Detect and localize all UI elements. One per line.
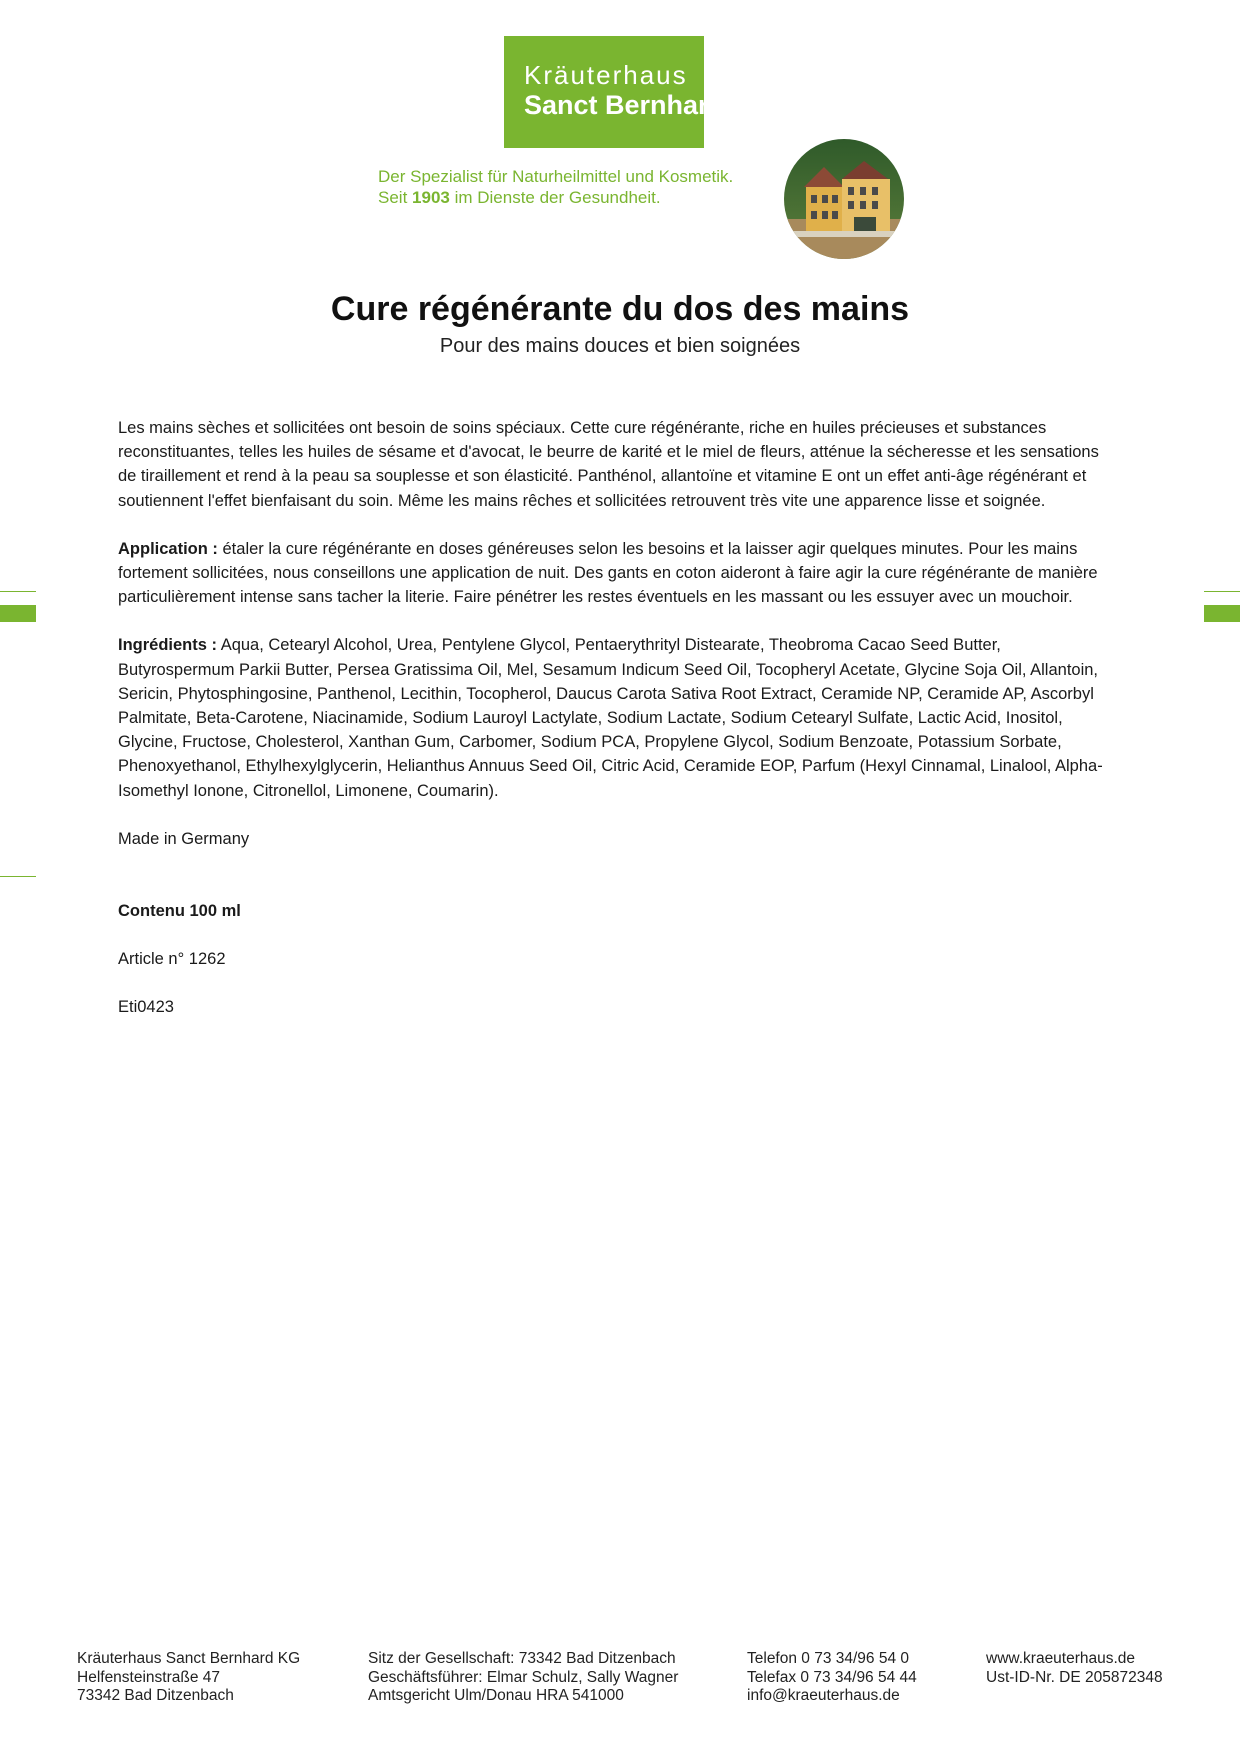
application-label: Application : <box>118 539 218 558</box>
content-volume: Contenu 100 ml <box>118 902 241 921</box>
building-photo <box>784 139 904 259</box>
footer-website-link[interactable]: www.kraeuterhaus.de <box>986 1650 1136 1667</box>
tagline-line1: Der Spezialist für Naturheilmittel und Kosmetik. <box>378 167 734 186</box>
brand-name-line2: Sanct Bernhard <box>524 90 726 120</box>
application-paragraph: Application : étaler la cure régénérante en doses généreuses selon les besoins et la laisser agir quelques minutes. Pour les mains fortement sollicitées, nous conseillons une application de nuit. Des gants en coton aideront à faire agir la cure régénérante de manière particulièrement intense sans tacher la literie. Faire pénétrer les restes éventuels en les massant ou les essuyer avec un mouchoir. <box>118 539 1098 607</box>
product-title: Cure régénérante du dos des mains <box>330 290 910 328</box>
left-margin-marker <box>0 876 36 877</box>
origin-text: Made in Germany <box>118 829 250 848</box>
right-margin-marker <box>1204 591 1240 592</box>
footer-email-link[interactable]: info@kraeuterhaus.de <box>747 1687 900 1704</box>
footer-web <box>986 1650 1163 1687</box>
brand-tagline <box>378 166 733 208</box>
product-subtitle: Pour des mains douces et bien soignées <box>439 335 801 357</box>
brand-name-line1: Kräuterhaus <box>524 60 688 90</box>
brand-logo <box>504 36 726 148</box>
description-paragraph: Les mains sèches et sollicitées ont besoin de soins spéciaux. Cette cure régénérante, riche en huiles précieuses et substances reconstituantes, telles les huiles de sésame et d'avocat, le beurre de karité et le miel de fleurs, atténue la sécheresse et les sensations de tiraillement et rend à la peau sa souplesse et son élasticité. Panthénol, allantoïne et vitamine E ont un effet anti-âge régénérant et soutiennent l'effet bienfaisant du soin. Même les mains rêches et sollicitées retrouvent très vite une apparence lisse et soignée. <box>118 419 1099 510</box>
label-code: Eti0423 <box>118 998 174 1017</box>
tagline-line2: Seit 1903 im Dienste der Gesundheit. <box>378 188 661 207</box>
footer-phone: Telefon 0 73 34/96 54 0 <box>747 1650 910 1667</box>
footer-vat-id: Ust-ID-Nr. DE 205872348 <box>986 1668 1163 1686</box>
footer-fax: Telefax 0 73 34/96 54 44 <box>747 1668 917 1686</box>
footer-contact <box>747 1650 917 1706</box>
right-margin-marker <box>1204 605 1240 622</box>
article-number: Article n° 1262 <box>118 950 226 969</box>
left-margin-marker <box>0 605 36 622</box>
footer-legal: Sitz der Gesellschaft: 73342 Bad Ditzenbach Geschäftsführer: Elmar Schulz, Sally Wagner Amtsgericht Ulm/Donau HRA 541000 <box>368 1650 679 1704</box>
left-margin-marker <box>0 591 36 592</box>
ingredients-label: Ingrédients : <box>118 636 218 655</box>
ingredients-paragraph: Ingrédients : Aqua, Cetearyl Alcohol, Urea, Pentylene Glycol, Pentaerythrityl Distearate, Theobroma Cacao Seed Butter, Butyrospermum Parkii Butter, Persea Gratissima Oil, Mel, Sesamum Indicum Seed Oil, Tocopheryl Acetate, Glycine Soja Oil, Allantoin, Sericin, Phytosphingosine, Panthenol, Lecithin, Tocopherol, Daucus Carota Sativa Root Extract, Ceramide NP, Ceramide AP, Ascorbyl Palmitate, Beta-Carotene, Niacinamide, Sodium Lauroyl Lactylate, Sodium Lactate, Sodium Cetearyl Sulfate, Lactic Acid, Inositol, Glycine, Fructose, Cholesterol, Xanthan Gum, Carbomer, Sodium PCA, Propylene Glycol, Sodium Benzoate, Potassium Sorbate, Phenoxyethanol, Ethylhexylglycerin, Helianthus Annuus Seed Oil, Citric Acid, Ceramide EOP, Parfum (Hexyl Cinnamal, Linalool, Alpha-Isomethyl Ionone, Citronellol, Limonene, Coumarin). <box>118 636 1103 800</box>
founding-year: 1903 <box>412 188 450 207</box>
footer-company: Kräuterhaus Sanct Bernhard KG Helfensteinstraße 47 73342 Bad Ditzenbach <box>77 1650 301 1704</box>
product-description-block <box>118 416 1118 1020</box>
